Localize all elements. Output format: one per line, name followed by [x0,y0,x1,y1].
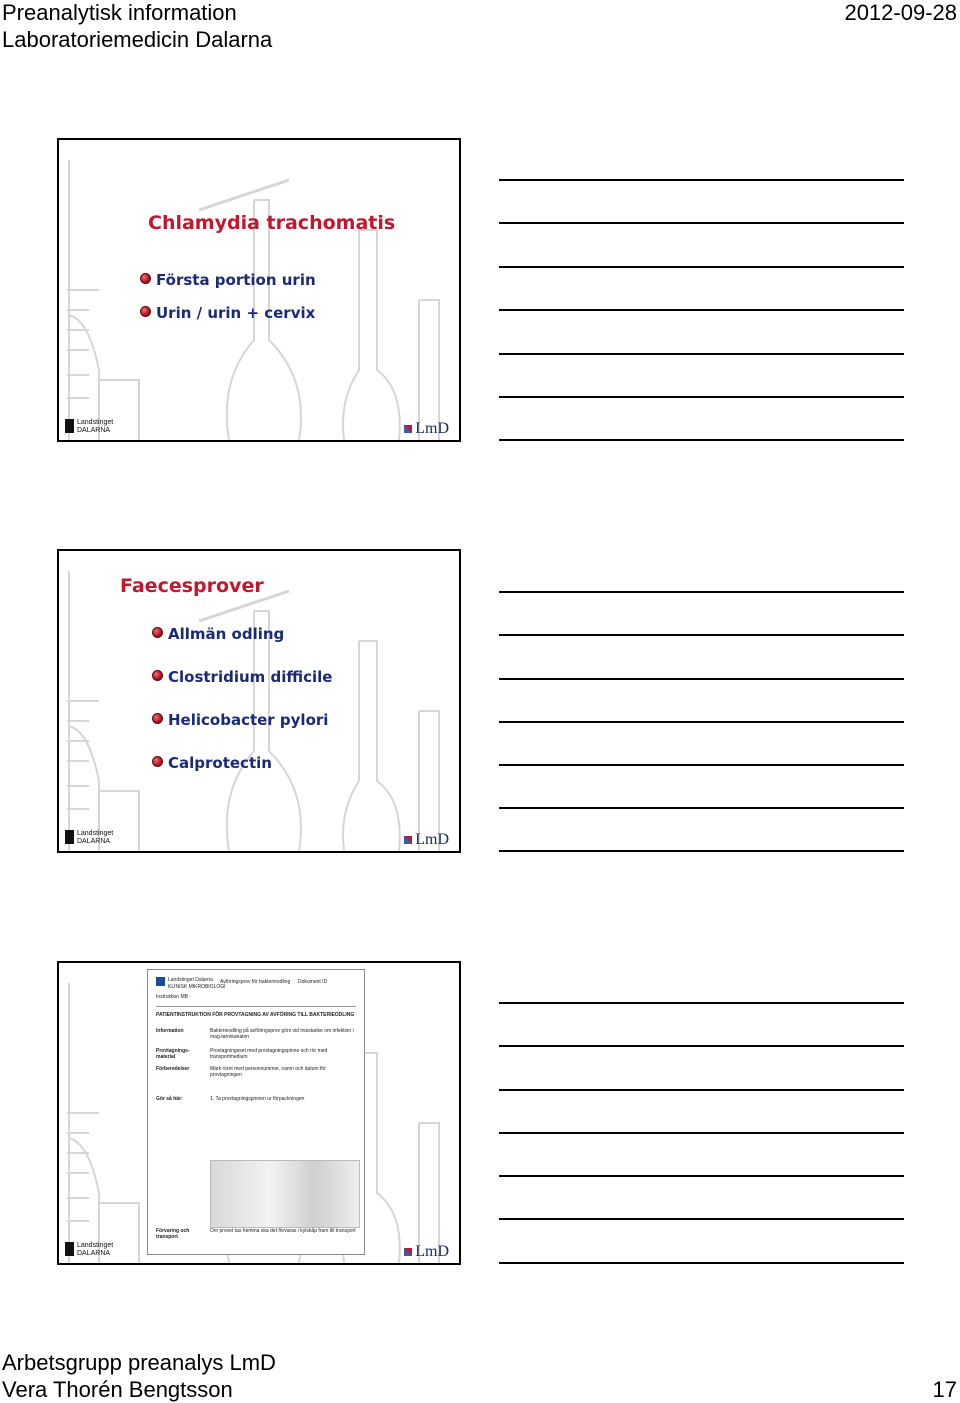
slide-faecesprover [57,549,461,853]
landstinget-logo-icon: Landstinget DALARNA [65,830,113,846]
red-bullet-icon [152,756,163,767]
slide-chlamydia [57,138,461,442]
slide-title: Chlamydia trachomatis [148,212,396,234]
lmd-logo-icon: LmD [404,420,449,438]
list-item: Urin / urin + cervix [140,304,315,322]
list-item: Första portion urin [140,271,316,289]
red-bullet-icon [140,273,151,284]
page-date: 2012-09-28 [844,0,957,25]
red-bullet-icon [152,627,163,638]
slide-title: Faecesprover [120,575,264,597]
instruction-document: Landstinget Dalarna KLINISK MIKROBIOLOGI Instruktion MB Avföringsprov för bakterieodling Dokument ID PATIENTINSTRUKTION FÖR PROVTAGNING AV AVFÖRING TILL BAKTERIEODLING Information Bakterieodling på avföringsprov görs vid misstanke om infektion i mag-tarmkanalen Provtagnings-material Provtagningsset med provtagningspinne och rör med transportmedium Förberedelser Märk röret med personnummer, namn och datum för provtagningen Gör så här: 1. Ta provtagningspinnen ur förpackningen Förvaring och transport Om provet tas hemma ska det förvaras i kylskåp fram till transport [147,969,365,1255]
list-item: Helicobacter pylori [152,711,328,729]
slide-document-instruction [57,961,461,1265]
red-bullet-icon [152,713,163,724]
document-logo-icon [156,977,165,986]
lmd-logo-icon: LmD [404,1243,449,1261]
list-item: Allmän odling [152,625,284,643]
landstinget-logo-icon: Landstinget DALARNA [65,419,113,435]
page-subtitle: Laboratoriemedicin Dalarna [2,27,273,52]
list-item: Calprotectin [152,754,272,772]
sampling-kit-photo [210,1160,360,1228]
list-item: Clostridium difficile [152,668,332,686]
red-bullet-icon [140,306,151,317]
landstinget-logo-icon: Landstinget DALARNA [65,1242,113,1258]
footer-group: Arbetsgrupp preanalys LmD [2,1350,276,1375]
page-number: 17 [932,1377,957,1402]
lmd-logo-icon: LmD [404,831,449,849]
footer-author: Vera Thorén Bengtsson [2,1377,233,1402]
red-bullet-icon [152,670,163,681]
lab-glassware-background [59,140,459,440]
page-title: Preanalytisk information [2,0,237,25]
